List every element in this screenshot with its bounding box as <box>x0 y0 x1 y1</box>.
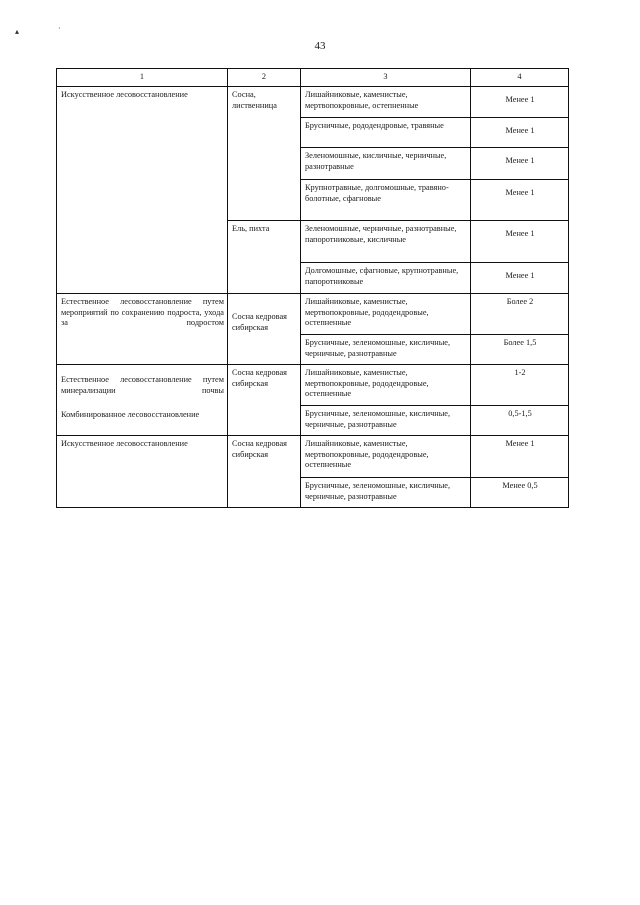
value-cell: Более 2 <box>471 294 569 335</box>
conditions-cell: Брусничные, зеленомошные, кисличные, черничные, разнотравные <box>301 478 471 508</box>
species-cell <box>228 365 301 436</box>
page-number: 43 <box>314 40 326 52</box>
conditions-cell: Брусничные, зеленомошные, кисличные, черничные, разнотравные <box>301 335 471 365</box>
value-cell: Менее 1 <box>471 221 569 263</box>
species-text: Сосна кедровая сибирская <box>232 439 287 459</box>
value-cell: Менее 1 <box>471 118 569 148</box>
column-header: 3 <box>301 69 471 87</box>
header-row <box>57 69 569 87</box>
method-text: Естественное лесовосстановление путем мероприятий по сохранению подроста, ухода за подростом <box>61 297 224 327</box>
method-text: Искусственное лесовосстановление <box>61 90 188 99</box>
method-cell <box>57 365 228 436</box>
conditions-cell: Лишайниковые, каменистые, мертвопокровные, рододендровые, остепненные <box>301 436 471 478</box>
conditions-cell: Лишайниковые, каменистые, мертвопокровные, рододендровые, остепненные <box>301 294 471 335</box>
method-cell <box>57 294 228 365</box>
column-header: 4 <box>471 69 569 87</box>
table-row <box>57 294 569 335</box>
conditions-cell: Лишайниковые, каменистые, мертвопокровные, остепненные <box>301 87 471 118</box>
value-cell: Менее 1 <box>471 148 569 180</box>
species-text: Ель, пихта <box>232 224 270 233</box>
conditions-cell: Долгомошные, сфагновые, крупнотравные, папоротниковые <box>301 263 471 294</box>
value-cell: Менее 1 <box>471 87 569 118</box>
method-cell <box>57 87 228 294</box>
conditions-cell: Зеленомошные, кисличные, черничные, разнотравные <box>301 148 471 180</box>
conditions-cell: Брусничные, зеленомошные, кисличные, черничные, разнотравные <box>301 406 471 436</box>
column-header: 2 <box>228 69 301 87</box>
method-text: Естественное лесовосстановление путем минерализации почвы <box>61 375 224 395</box>
species-cell <box>228 87 301 221</box>
species-cell <box>228 221 301 294</box>
method-text: Искусственное лесовосстановление <box>61 439 188 448</box>
method-cell <box>57 436 228 508</box>
value-cell: Менее 1 <box>471 263 569 294</box>
table-row <box>57 87 569 118</box>
value-cell: Менее 1 <box>471 436 569 478</box>
column-header: 1 <box>57 69 228 87</box>
species-text: Сосна, лиственница <box>232 90 277 110</box>
conditions-cell: Брусничные, рододендровые, травяные <box>301 118 471 148</box>
species-cell <box>228 436 301 508</box>
value-cell: Более 1,5 <box>471 335 569 365</box>
value-cell: 0,5-1,5 <box>471 406 569 436</box>
conditions-cell: Зеленомошные, черничные, разнотравные, папоротниковые, кисличные <box>301 221 471 263</box>
value-cell: 1-2 <box>471 365 569 406</box>
species-cell <box>228 294 301 365</box>
conditions-cell: Крупнотравные, долгомошные, травяно-болотные, сфагновые <box>301 180 471 221</box>
norms-table <box>56 68 569 508</box>
value-cell: Менее 0,5 <box>471 478 569 508</box>
method-text: Комбинированное лесовосстановление <box>61 410 200 419</box>
table-row <box>57 436 569 478</box>
table-row <box>57 365 569 406</box>
scan-speck: · <box>58 24 61 33</box>
scan-speck: ▴ <box>15 27 20 36</box>
value-cell: Менее 1 <box>471 180 569 221</box>
species-text: Сосна кедровая сибирская <box>232 368 287 388</box>
species-text: Сосна кедровая сибирская <box>232 312 287 332</box>
conditions-cell: Лишайниковые, каменистые, мертвопокровные, рододендровые, остепненные <box>301 365 471 406</box>
